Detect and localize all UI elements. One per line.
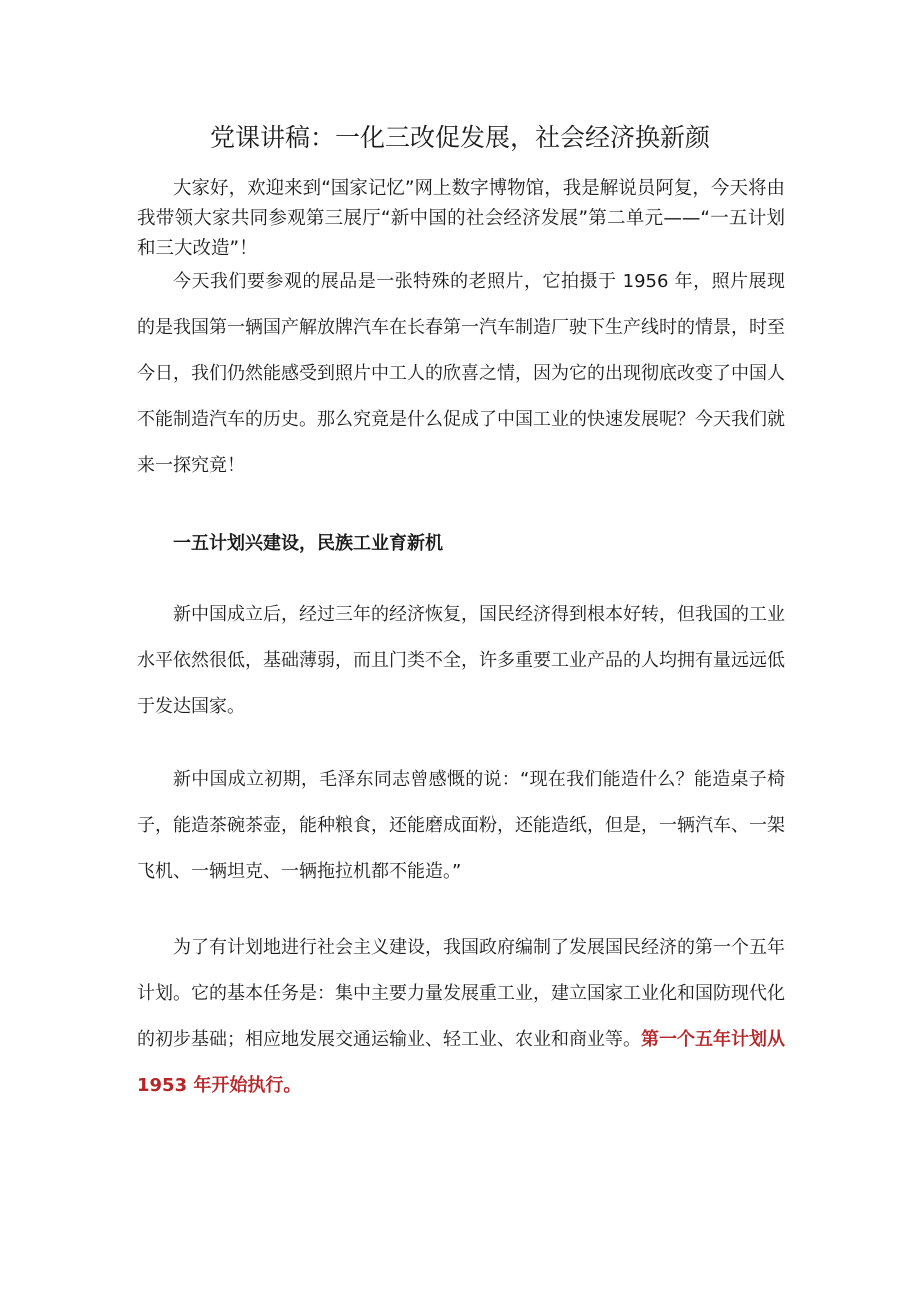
paragraph-five-year-plan bbox=[137, 925, 785, 1109]
paragraph-mao-quote: 新中国成立初期，毛泽东同志曾感慨的说：“现在我们能造什么？能造桌子椅子，能造茶碗茶壶，能种粮食，还能磨成面粉，还能造纸，但是，一辆汽车、一架飞机、一辆坦克、一辆拖拉机都不能造。” bbox=[137, 769, 785, 882]
plan-start-highlight: 第一个五年计划从 1953 年开始执行。 bbox=[137, 1029, 785, 1096]
intro-paragraph: 大家好，欢迎来到“国家记忆”网上数字博物馆，我是解说员阿复，今天将由我带领大家共同参观第三展厅“新中国的社会经济发展”第二单元——“一五计划和三大改造”！ bbox=[137, 178, 785, 259]
paragraph-photo: 今天我们要参观的展品是一张特殊的老照片，它拍摄于 1956 年，照片展现的是我国第一辆国产解放牌汽车在长春第一汽车制造厂驶下生产线时的情景，时至今日，我们仍然能感受到照片中工人的欣喜之情，因为它的出现彻底改变了中国人不能制造汽车的历史。那么究竟是什么促成了中国工业的快速发展呢？今天我们就来一探究竟！ bbox=[137, 271, 785, 476]
paragraph-industry: 新中国成立后，经过三年的经济恢复，国民经济得到根本好转，但我国的工业水平依然很低，基础薄弱，而且门类不全，许多重要工业产品的人均拥有量远远低于发达国家。 bbox=[137, 604, 785, 717]
plan-text: 为了有计划地进行社会主义建设，我国政府编制了发展国民经济的第一个五年计划。它的基本任务是：集中主要力量发展重工业，建立国家工业化和国防现代化的初步基础；相应地发展交通运输业、轻工业、农业和商业等。 bbox=[137, 937, 785, 1050]
document-title: 党课讲稿：一化三改促发展，社会经济换新颜 bbox=[209, 123, 710, 152]
section-heading: 一五计划兴建设，民族工业育新机 bbox=[173, 533, 443, 554]
